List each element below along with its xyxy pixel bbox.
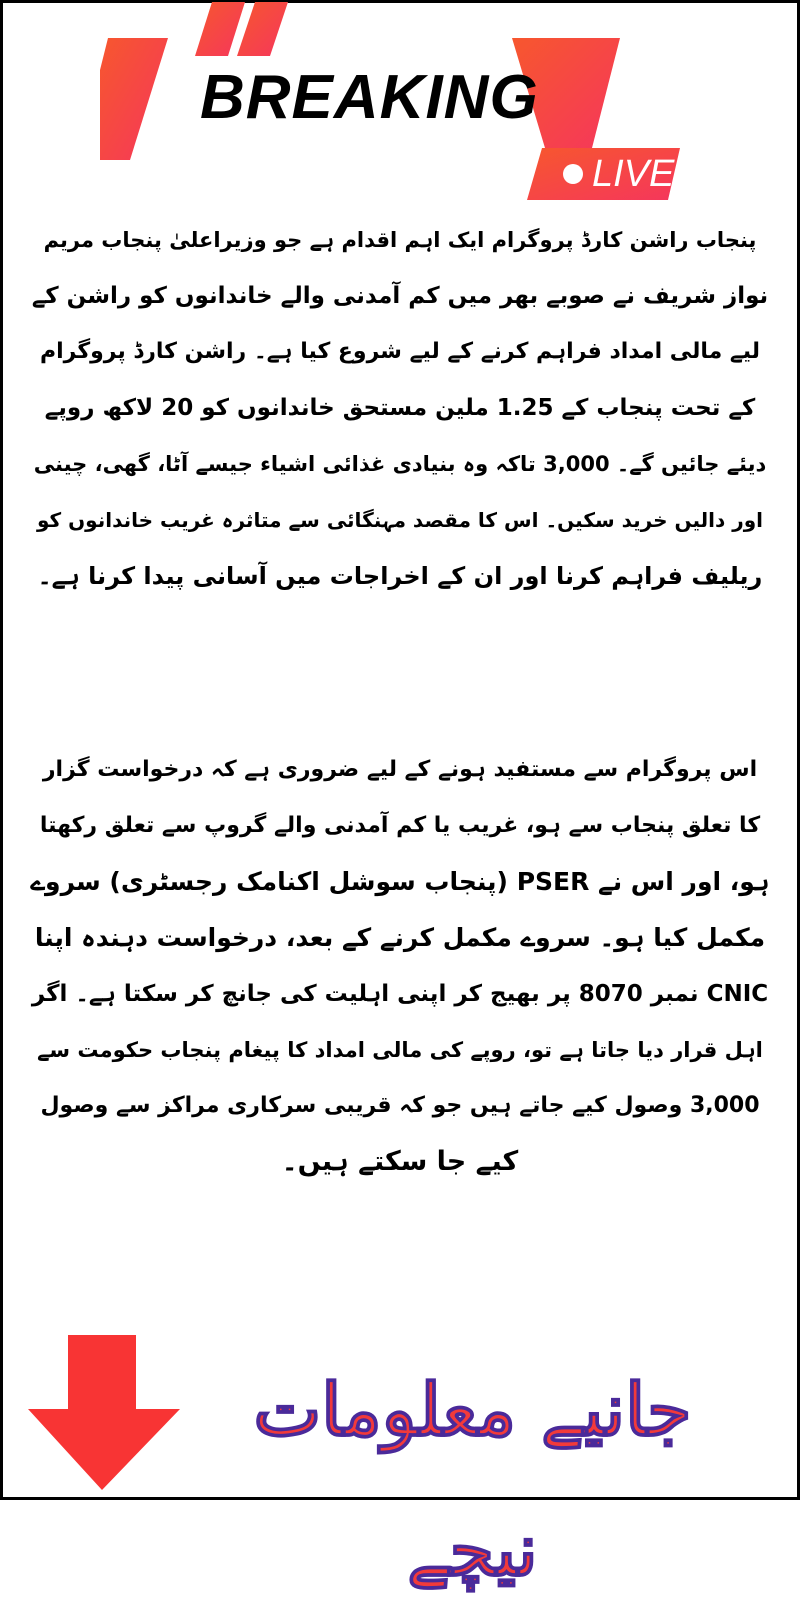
- text-line: کیے جا سکتے ہیں۔: [281, 1146, 519, 1177]
- text-line: لیے مالی امداد فراہم کرنے کے لیے شروع کیا ہے۔ راشن کارڈ پروگرام: [39, 339, 761, 364]
- text-line: کے تحت پنجاب کے 1.25 ملین مستحق خاندانوں کو 20 لاکھ روپے: [44, 395, 756, 421]
- text-line: پنجاب راشن کارڈ پروگرام ایک اہم اقدام ہے جو وزیراعلیٰ پنجاب مریم: [43, 228, 757, 252]
- text-line: 3,000 وصول کیے جاتے ہیں جو کہ قریبی سرکاری مراکز سے وصول: [40, 1093, 760, 1118]
- text-line: کا تعلق پنجاب سے ہو، غریب یا کم آمدنی والے گروپ سے تعلق رکھتا: [39, 813, 761, 838]
- live-dot-icon: [563, 164, 583, 184]
- top-stripe-1: [195, 2, 245, 56]
- article-paragraph-1: [30, 212, 770, 604]
- breaking-title: BREAKING: [200, 63, 539, 132]
- text-line: CNIC نمبر 8070 پر بھیج کر اپنی اہلیت کی جانچ کر سکتا ہے۔ اگر: [31, 981, 769, 1007]
- text-line: اہل قرار دیا جاتا ہے تو، روپے کی مالی امداد کا پیغام پنجاب حکومت سے: [37, 1038, 763, 1062]
- text-line: دیئے جائیں گے۔ 3,000 تاکہ وہ بنیادی غذائی اشیاء جیسے آٹا، گھی، چینی: [33, 452, 767, 476]
- breaking-news-banner: [0, 0, 800, 205]
- more-info-heading: جانیے معلومات نیچے: [253, 1367, 692, 1592]
- arrow-down-icon: [28, 1335, 183, 1490]
- article-paragraph-2: [30, 742, 770, 1190]
- text-line: نواز شریف نے صوبے بھر میں کم آمدنی والے خاندانوں کو راشن کے: [31, 283, 769, 309]
- text-line: ریلیف فراہم کرنا اور ان کے اخراجات میں آسانی پیدا کرنا ہے۔: [37, 562, 763, 590]
- text-line: اور دالیں خرید سکیں۔ اس کا مقصد مہنگائی سے متاثرہ غریب خاندانوں کو: [36, 508, 764, 532]
- text-line: اس پروگرام سے مستفید ہونے کے لیے ضروری ہے کہ درخواست گزار: [42, 757, 758, 782]
- live-badge: LIVE: [592, 153, 675, 195]
- text-line: مکمل کیا ہو۔ سروے مکمل کرنے کے بعد، درخواست دہندہ اپنا: [34, 923, 766, 952]
- text-line: ہو، اور اس نے PSER (پنجاب سوشل اکنامک رجسٹری) سروے: [30, 867, 770, 896]
- left-stripe: [100, 38, 168, 160]
- top-stripe-2: [237, 2, 288, 56]
